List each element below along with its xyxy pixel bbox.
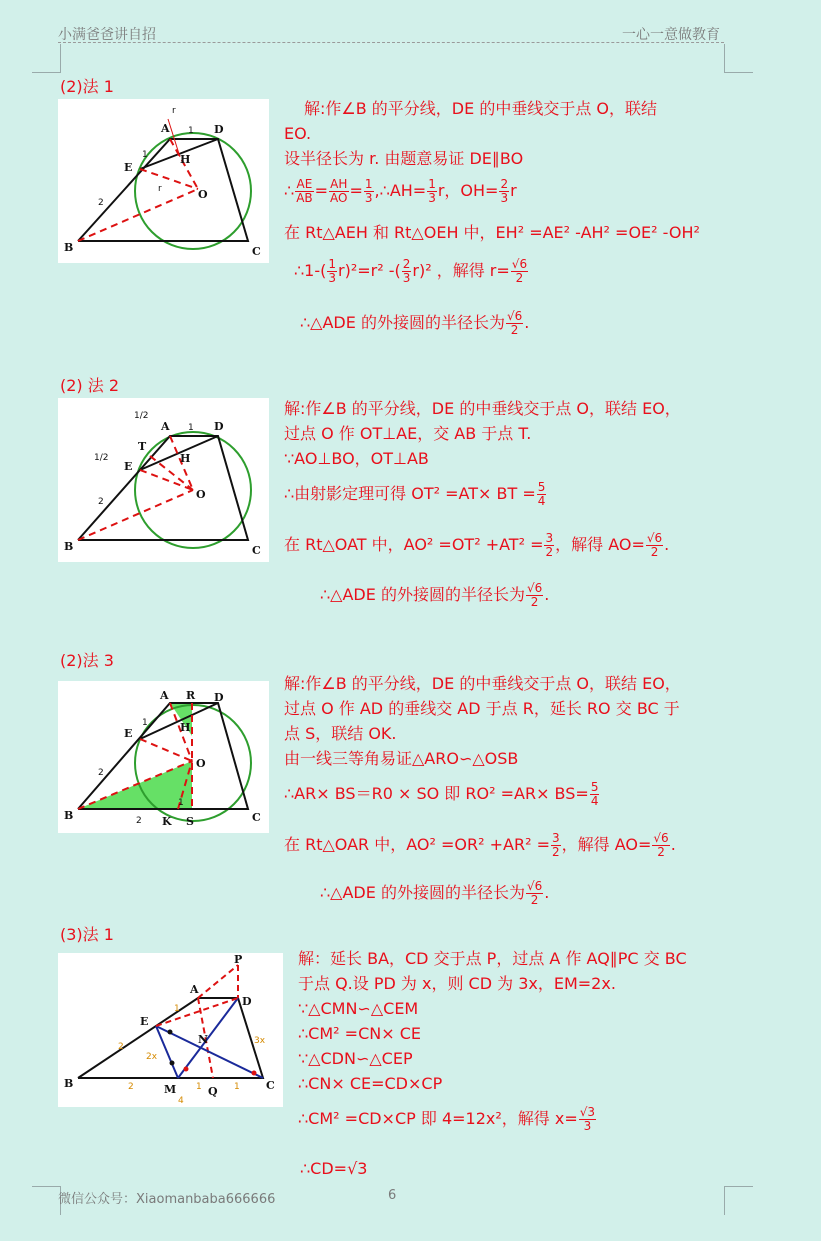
crop-mark-top-left [32,44,61,73]
s4-line1: 解：延长 BA，CD 交于点 P，过点 A 作 AQ∥PC 交 BC [298,949,687,968]
label-n: N [198,1033,209,1046]
s2-line4: ∴由射影定理可得 OT² =AT× BT = $\frac{5}{4}$ [284,480,546,508]
label-len-1b: 1 [196,1082,202,1092]
label-o: O [196,757,206,770]
s4-line8: ∴CD=√3 [300,1159,368,1178]
s1-line3: 设半径长为 r. 由题意易证 DE∥BO [284,149,524,168]
label-len-2: 2 [98,497,104,507]
label-len-1: 1 [174,1004,180,1014]
s3-line1: 解:作∠B 的平分线，DE 的中垂线交于点 O，联结 EO， [284,674,681,693]
s4-line6: ∴CN× CE=CD×CP [298,1074,443,1093]
label-e: E [140,1015,149,1028]
label-b: B [64,241,74,254]
crop-mark-bottom-left [32,1186,61,1215]
s4-line2: 于点 Q.设 PD 为 x，则 CD 为 3x，EM=2x. [298,974,616,993]
angle-dot [252,1071,257,1076]
s2-line3: ∵AO⊥BO，OT⊥AB [284,449,429,468]
label-a: A [160,689,169,702]
label-c: C [252,245,261,258]
label-len-1: 1 [142,718,148,728]
label-d: D [214,691,224,704]
angle-dot [184,1067,189,1072]
label-c: C [252,544,261,557]
label-h: H [180,153,191,166]
segment-ec [156,1026,263,1078]
label-half-top: 1/2 [134,411,149,421]
label-s: S [186,815,194,828]
crop-mark-bottom-right [724,1186,753,1215]
s1-line5: 在 Rt△AEH 和 Rt△OEH 中，EH² =AE² -AH² =OE² -OH² [284,223,700,242]
section-title-method3: (2)法 3 [60,651,114,670]
label-len-2: 2 [98,198,104,208]
segment-bo [78,189,198,241]
figure-method2 [58,398,269,562]
label-b: B [64,1077,74,1090]
s2-line1: 解:作∠B 的平分线，DE 的中垂线交于点 O，联结 EO， [284,399,681,418]
label-e: E [124,727,133,740]
label-c: C [252,811,261,824]
label-len-1: 1 [188,423,194,433]
label-k: K [162,815,172,828]
label-e: E [124,161,133,174]
label-r: R [186,689,196,702]
label-d: D [214,420,224,433]
s3-line7: ∴△ADE 的外接圆的半径长为 $\frac{√6}{2}$ . [320,879,550,907]
s2-line6: ∴△ADE 的外接圆的半径长为 $\frac{√6}{2}$ . [320,581,550,609]
label-q: Q [208,1085,218,1098]
s3-line2: 过点 O 作 AD 的垂线交 AD 于点 R，延长 RO 交 BC 于 [284,699,680,718]
s4-line4: ∴CM² =CN× CE [298,1024,421,1043]
s2-line5: 在 Rt△OAT 中，AO² =OT² +AT² = $\frac{3}{2}$ ，解得 AO= $\frac{√6}{2}$ . [284,531,670,559]
label-len-1c: 1 [178,798,184,808]
segment-ed [156,998,238,1026]
section-title-part3: (3)法 1 [60,925,114,944]
s1-line7: ∴△ADE 的外接圆的半径长为 $\frac{√6}{2}$ . [300,309,530,337]
label-len-2: 2 [98,768,104,778]
footer-wechat: 微信公众号：Xiaomanbaba666666 [58,1192,276,1207]
label-3x: 3x [254,1036,266,1046]
s1-line2: EO. [284,124,312,143]
label-len-4: 4 [178,1096,184,1106]
segment-ed [140,436,218,470]
header-right: 一心一意做教育 [622,27,720,43]
header-divider [58,42,724,43]
angle-dot [168,1030,173,1035]
page-number: 6 [388,1188,397,1203]
label-h: H [180,452,191,465]
s1-line1: 解:作∠B 的平分线，DE 的中垂线交于点 O，联结 [304,99,657,118]
s1-line4: ∴ $\frac{AE}{AB}$ = $\frac{AH}{AO}$ = $\frac{1}{3}$ ,∴AH= $\frac{1}{3}$ r，OH= $\frac{2}{3}$ r [284,177,517,205]
segment-ap [198,965,238,998]
s3-line5: ∴AR× BS＝R0 × SO 即 RO² =AR× BS= $\frac{5}{4}$ [284,780,599,808]
s3-line3: 点 S，联结 OK. [284,724,397,743]
label-r-mid: r [158,184,162,194]
s3-line6: 在 Rt△OAR 中，AO² =OR² +AR² = $\frac{3}{2}$ ，解得 AO= $\frac{√6}{2}$ . [284,831,676,859]
trapezoid-outline [78,998,263,1078]
s3-line4: 由一线三等角易证△ARO∽△OSB [284,749,519,768]
header-left: 小满爸爸讲自招 [58,27,156,43]
label-d: D [242,995,252,1008]
s4-line5: ∵△CDN∽△CEP [298,1049,413,1068]
label-p: P [234,953,243,966]
label-len-2b: 2 [136,816,142,826]
label-o: O [196,488,206,501]
label-m: M [164,1083,177,1096]
trapezoid-outline [78,139,248,241]
section-title-method1: (2)法 1 [60,77,114,96]
s2-line2: 过点 O 作 OT⊥AE，交 AB 于点 T. [284,424,532,443]
label-len-1b: 1 [142,150,148,160]
label-2x: 2x [146,1052,158,1062]
angle-dot [170,1061,175,1066]
label-len-2: 2 [118,1042,124,1052]
label-len-2b: 2 [128,1082,134,1092]
label-d: D [214,123,224,136]
label-len-1c: 1 [234,1082,240,1092]
label-h: H [180,721,191,734]
label-a: A [190,983,199,996]
label-b: B [64,809,74,822]
crop-mark-top-right [724,44,753,73]
label-a: A [161,122,170,135]
label-len-1: 1 [188,126,194,136]
s4-line3: ∵△CMN∽△CEM [298,999,419,1018]
label-half-left: 1/2 [94,453,109,463]
label-e: E [124,460,133,473]
label-c: C [266,1079,275,1092]
figure-method1 [58,99,269,263]
figure-method3 [58,681,269,833]
section-title-method2: (2) 法 2 [60,376,120,395]
label-o: O [198,188,208,201]
label-t: T [138,440,147,453]
figure-part3 [58,953,283,1107]
segment-em [156,1026,178,1078]
trapezoid-outline [78,436,248,540]
label-a: A [161,420,170,433]
s1-line6: ∴1-( $\frac{1}{3}$ r)²=r² -( $\frac{2}{3}$ r)² ，解得 r= $\frac{√6}{2}$ [294,257,528,285]
s4-line7: ∴CM² =CD×CP 即 4=12x²，解得 x= $\frac{√3}{3}$ [298,1105,596,1133]
label-b: B [64,540,74,553]
label-r-top: r [172,106,176,116]
